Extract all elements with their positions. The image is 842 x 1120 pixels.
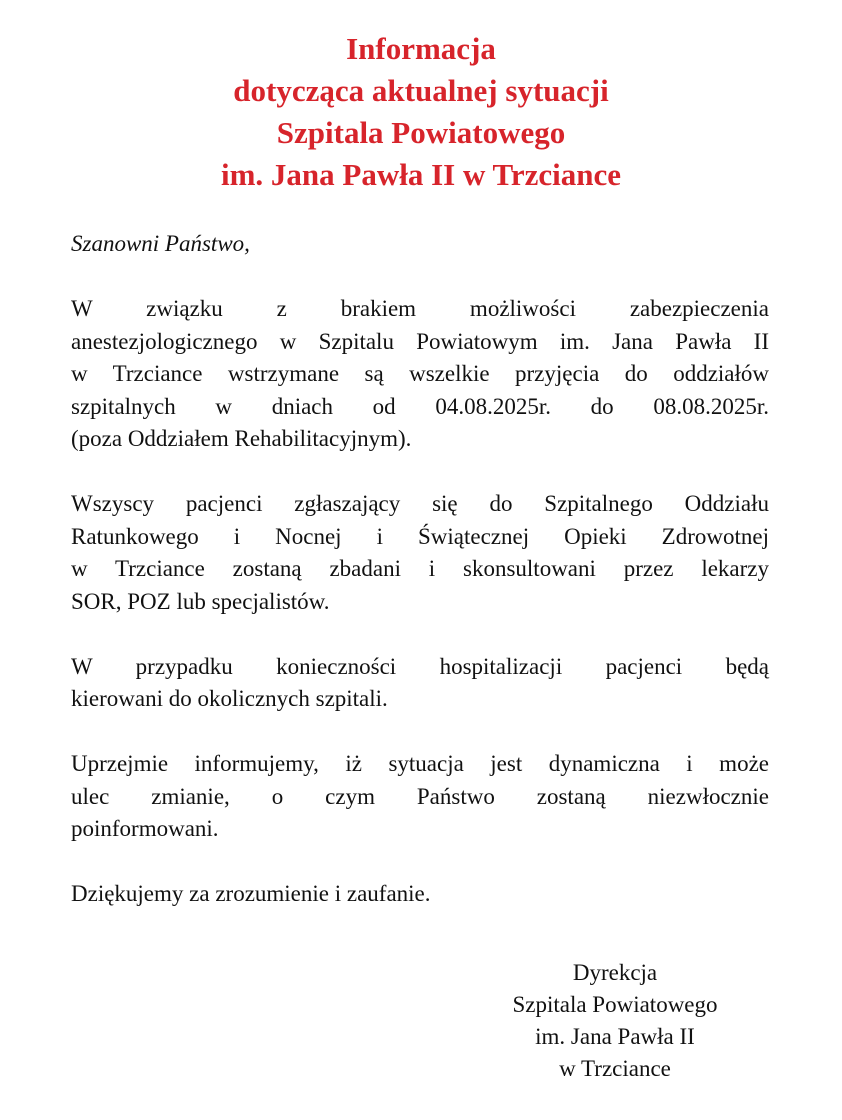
greeting: Szanowni Państwo, <box>71 231 250 256</box>
paragraph-hospitalization <box>71 651 769 716</box>
paragraph-line: anestezjologicznego w Szpitalu Powiatowym im. Jana Pawła II <box>71 328 769 354</box>
paragraph-admissions-suspended <box>71 293 769 456</box>
title-line: im. Jana Pawła II w Trzciance <box>220 157 622 192</box>
paragraph-line: Uprzejmie informujemy, iż sytuacja jest dynamiczna i może <box>71 751 769 776</box>
title-line: Informacja <box>346 31 496 66</box>
signature-line: im. Jana Pawła II <box>535 1024 695 1049</box>
signature-line: Dyrekcja <box>572 960 658 985</box>
spacer <box>71 456 769 489</box>
document-body <box>71 228 769 911</box>
paragraph-line: Ratunkowego i Nocnej i Świątecznej Opieki Zdrowotnej <box>71 523 769 549</box>
paragraph-line: ulec zmianie, o czym Państwo zostaną niezwłocznie <box>71 783 769 809</box>
paragraph-line: W związku z brakiem możliwości zabezpieczenia <box>71 296 769 321</box>
paragraph-line: SOR, POZ lub specjalistów. <box>71 588 330 614</box>
spacer <box>71 618 769 651</box>
title-line: dotycząca aktualnej sytuacji <box>233 73 609 108</box>
paragraph-line: Wszyscy pacjenci zgłaszający się do Szpitalnego Oddziału <box>71 491 769 516</box>
closing-thanks <box>71 878 769 911</box>
paragraph-line: Dziękujemy za zrozumienie i zaufanie. <box>71 881 431 906</box>
paragraph-line: poinformowani. <box>71 816 219 841</box>
spacer <box>71 261 769 294</box>
paragraph-line: (poza Oddziałem Rehabilitacyjnym). <box>71 426 412 451</box>
paragraph-line: kierowani do okolicznych szpitali. <box>71 686 388 711</box>
signature-line: w Trzciance <box>559 1056 671 1081</box>
paragraph-dynamic-situation <box>71 748 769 846</box>
paragraph-patients-examined <box>71 488 769 618</box>
title-line: Szpitala Powiatowego <box>276 115 566 150</box>
paragraph-line: w Trzciance wstrzymane są wszelkie przyjęcia do oddziałów <box>71 361 769 386</box>
signature-block <box>470 957 760 1085</box>
signature-line: Szpitala Powiatowego <box>512 992 718 1017</box>
paragraph-line: W przypadku konieczności hospitalizacji pacjenci będą <box>71 653 769 679</box>
spacer <box>71 846 769 879</box>
document-title <box>0 28 842 196</box>
paragraph-line: w Trzciance zostaną zbadani i skonsultowani przez lekarzy <box>71 556 769 581</box>
spacer <box>71 716 769 749</box>
paragraph-line: szpitalnych w dniach od 04.08.2025r. do 08.08.2025r. <box>71 393 769 419</box>
